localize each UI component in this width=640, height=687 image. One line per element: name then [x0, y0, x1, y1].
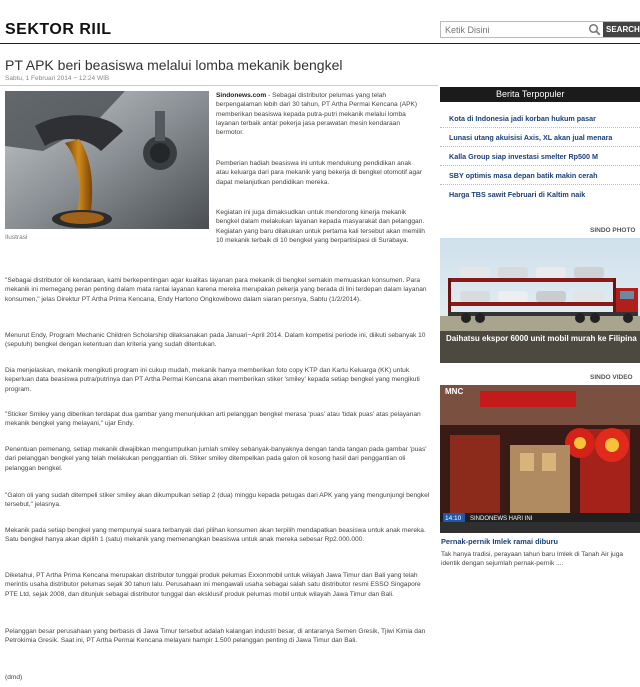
body-paragraph: Dia menjelaskan, mekanik mengikuti program ini cukup mudah, mekanik hanya memberikan foto copy KTP dan Kartu Keluarga (KK) untuk keperluan data beasiswa putra/putrinya dan PT Artha Permai Kencana akan memberikan stiker 'smiley' kepada setiap bengkel yang mengikuti program. [5, 367, 420, 393]
popular-news-link[interactable]: Harga TBS sawit Februari di Kaltim naik [449, 190, 586, 199]
popular-news-link[interactable]: Kalla Group siap investasi smelter Rp500 M [449, 152, 598, 161]
body-paragraph: Pelanggan besar perusahaan yang berbasis di Jawa Timur tersebut adalah kalangan industri besar, di antaranya Semen Gresik, Tjiwi Kimia dan Petrokimia Gresik. Saat ini, PT Artha Permai Kencana melayani hampir 1.500 pelanggan penting di Jawa Timur dan Bali. [5, 628, 426, 645]
section-title[interactable]: SEKTOR RIIL [5, 21, 112, 38]
sindo-video-player[interactable] [440, 385, 640, 533]
video-overlay-text: SINDONEWS HARI INI [470, 516, 533, 522]
search-box [440, 21, 640, 38]
dateline-initials: (dmd) [5, 674, 23, 681]
lead-paragraph-2: Pemberian hadiah beasiswa ini untuk mendukung pendidikan anak atau keluarga dari para mekanik yang bekerja di bengkel otomotif agar dapat melanjutkan pendidikan mereka. [216, 160, 422, 186]
body-paragraph: "Galon oli yang sudah ditempeli stiker smiley akan dikumpulkan setiap 2 (dua) minggu kepada petugas dari APK yang yang mengunjungi bengkel tersebut," jelasnya. [5, 492, 430, 509]
popular-news-link[interactable]: Kota di Indonesia jadi korban hukum pasar [449, 114, 596, 123]
oil-pour-illustration [5, 91, 209, 229]
popular-news-link[interactable]: SBY optimis masa depan batik makin cerah [449, 171, 598, 180]
lead-paragraph-3: Kegiatan ini juga dimaksudkan untuk mendorong kinerja mekanik bengkel dalam melakukan layanan kepada masyarakat dan pelanggan. Kegiatan yang baru dilakukan untuk pertama kali tersebut akan memilih 10 mekanik terbaik di 10 bengkel yang berpartisipasi di Surabaya. [216, 209, 425, 244]
sindo-video-title[interactable]: Pernak-pernik Imlek ramai diburu [441, 537, 559, 546]
divider [0, 85, 438, 86]
search-icon[interactable] [588, 23, 601, 36]
article-title: PT APK beri beasiswa melalui lomba mekanik bengkel [5, 57, 343, 73]
search-input[interactable] [441, 22, 584, 37]
divider [440, 146, 640, 147]
sindo-photo-label: SINDO PHOTO [590, 227, 636, 234]
search-button[interactable]: SEARCH [603, 22, 640, 37]
photo-caption: Ilustrasi [5, 234, 28, 241]
article-date: Sabtu, 1 Februari 2014 − 12:24 WIB [5, 75, 110, 82]
body-paragraph: "Sticker Smiley yang diberikan terdapat dua gambar yang menunjukkan arti pelanggan bengkel merasa 'puas' atau 'tidak puas' atas pelayanan mekanik bengkel yang melayani," ujar Endy. [5, 411, 421, 428]
body-paragraph: Mekanik pada setiap bengkel yang mempunyai suara terbanyak dari pilihan konsumen akan terpilih mendapatkan beasiswa untuk anak mereka. Satu bengkel hanya akan dipilih 1 (satu) mekanik yang memenangkan beasiswa untuk anak mereka sebesar Rp2.000.000. [5, 527, 426, 544]
lead-paragraph-1: Sindonews.com - Sebagai distributor pelumas yang telah berpengalaman lebih dari 30 tahun, PT Artha Permai Kencana (APK) memberikan beasiswa kepada putra-putri mekanik melalui lomba layanan terbaik antar pekerja jasa perawatan mesin kendaraan bermotor. [216, 92, 418, 137]
imlek-market-illustration [440, 385, 640, 533]
body-paragraph: Diketahui, PT Artha Prima Kencana merupakan distributor tunggal produk pelumas Exxonmobil untuk wilayah Jawa Timur dan Bali yang telah merintis usaha distributor pelumas sejak 30 tahun lalu. Perusahaan ini mengawali usaha sebagai salah satu distributor resmi ESSO Singapore PTE Ltd, sejak 2008, dan ditunjuk sebagai distributor tunggal dan eksklusif produk pelumas mobil untuk wilayah Jawa Timur dan Bali. [5, 572, 421, 598]
video-channel-logo: MNC [445, 387, 464, 396]
video-timestamp: 14:10 [445, 515, 462, 522]
sindo-video-description: Tak hanya tradisi, perayaan tahun baru Imlek di Tanah Air juga identik dengan sejumlah pernak-pernik .... [441, 551, 624, 568]
divider [440, 165, 640, 166]
body-paragraph: Penentuan pemenang, setiap mekanik diwajibkan mengumpulkan jumlah smiley sebanyak-banyaknya dengan tanda tangan pada gambar 'puas' dari pelanggan bengkel yang telah melakukan penggantian oli. Stiker smiley ditempelkan pada galon oli kosong hasil dari penggantian oli pelanggan bengkel. [5, 446, 427, 472]
body-paragraph: "Sebagai distributor oli kendaraan, kami berkepentingan agar kualitas layanan para mekanik di bengkel semakin memuaskan konsumen. Para mekanik ini memegang peran penting dalam mata rantai layanan karena mereka merupakan pekerja yang berada di lini terdepan dalam layanan konsumen," jelas Direktur PT Artha Prima Kencana, Endy Hartono Ongkowibowo dalam siaran persnya, Sabtu (1/2/2014). [5, 277, 427, 303]
article-photo [5, 91, 209, 229]
popular-news-header: Berita Terpopuler [440, 87, 640, 102]
sindo-video-label: SINDO VIDEO [590, 374, 633, 381]
body-paragraph: Menurut Endy, Program Mechanic Children Scholarship dilaksanakan pada Januari−April 2014. Dalam kompetisi periode ini, diikuti sebanyak 10 (sepuluh) bengkel dengan ketentuan dan kriteria yang sudah ditentukan. [5, 332, 426, 349]
divider [440, 184, 640, 185]
popular-news-link[interactable]: Lunasi utang akuisisi Axis, XL akan jual menara [449, 133, 613, 142]
source-name: Sindonews.com [216, 92, 267, 99]
divider [440, 127, 640, 128]
sindo-photo-caption[interactable]: Daihatsu ekspor 6000 unit mobil murah ke Filipina [446, 334, 637, 343]
